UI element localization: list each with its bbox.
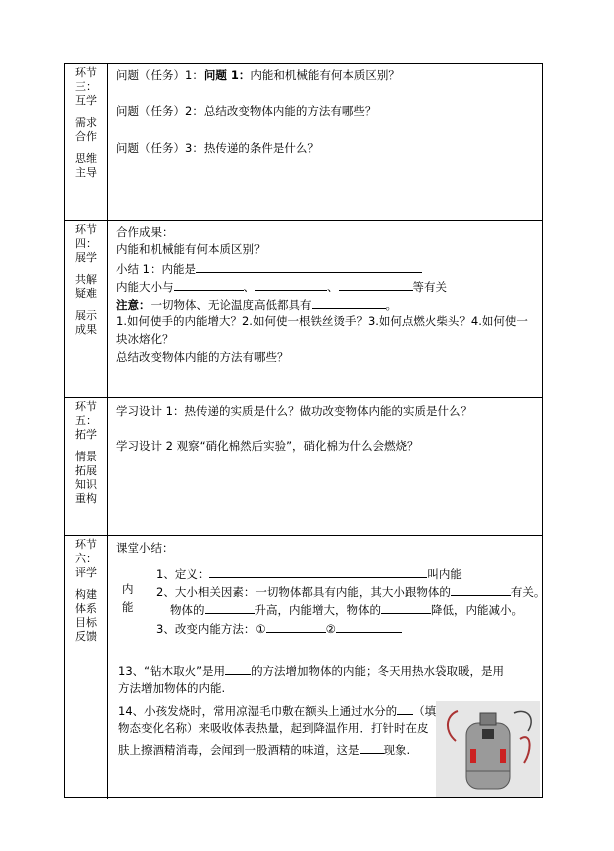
task-2: 问题（任务）2：总结改变物体内能的方法有哪些？ xyxy=(116,104,377,118)
blank[interactable] xyxy=(225,662,251,675)
label-line: 互学 xyxy=(75,94,97,107)
label-line: 环节 xyxy=(75,66,97,79)
blank[interactable] xyxy=(360,741,384,754)
knowledge-2b: 物体的 升高，内能增大，物体的 降低，内能减小。 xyxy=(170,603,523,617)
result-question-2: 1.如何使手的内能增大？2.如何使一根铁丝烫手？3.如何点燃火柴头？4.如何使一 xyxy=(116,314,528,328)
side-label: 内 xyxy=(122,582,134,596)
problem-14: 14、小孩发烧时，常用凉湿毛巾敷在额头上通过水分的 （填 xyxy=(118,704,437,718)
label-line: 情景 xyxy=(75,450,97,463)
section-row-3 xyxy=(65,64,542,220)
label-line: 思维 xyxy=(75,152,97,165)
label-line: 合作 xyxy=(75,130,97,143)
blank[interactable] xyxy=(255,278,327,291)
label-line: 重构 xyxy=(75,492,97,505)
task-3: 问题（任务）3：热传递的条件是什么？ xyxy=(116,141,319,155)
summary-1: 小结 1：内能是 xyxy=(116,260,422,277)
blank[interactable] xyxy=(266,620,326,633)
blank[interactable] xyxy=(196,260,422,273)
result-title: 合作成果： xyxy=(116,225,174,239)
label-line: 环节 xyxy=(75,223,97,236)
blank[interactable] xyxy=(381,601,431,614)
summary-2: 内能大小与 、 、 等有关 xyxy=(116,280,447,294)
label-line: 成果 xyxy=(75,323,97,336)
label-line: 五： xyxy=(75,414,97,427)
section-row-5 xyxy=(65,397,542,535)
blank[interactable] xyxy=(451,583,511,596)
label-line: 三： xyxy=(75,80,97,93)
label-line: 知识 xyxy=(75,478,97,491)
label-line: 目标 xyxy=(75,616,97,629)
result-question-1: 内能和机械能有何本质区别？ xyxy=(116,242,266,256)
section-label-4 xyxy=(65,221,108,397)
label-line: 展学 xyxy=(75,251,97,264)
label-line: 拓展 xyxy=(75,464,97,477)
label-line: 六： xyxy=(75,552,97,565)
label-line: 四： xyxy=(75,237,97,250)
blank[interactable] xyxy=(205,601,255,614)
result-question-3: 总结改变物体内能的方法有哪些？ xyxy=(116,350,289,364)
section-content-4 xyxy=(108,221,542,397)
problem-14-cont: 物态变化名称）来吸收体表热量，起到降温作用．打针时在皮 xyxy=(118,721,429,735)
section-content-5 xyxy=(108,398,542,535)
section-row-4 xyxy=(65,220,542,397)
label-line: 反馈 xyxy=(75,630,97,643)
problem-13-cont: 方法增加物体的内能. xyxy=(118,681,226,695)
hot-water-bag-icon xyxy=(436,701,540,797)
label-line: 疑难 xyxy=(75,287,97,300)
knowledge-1: 1、定义： 叫内能 xyxy=(156,567,462,581)
note-line: 注意：一切物体、无论温度高低都具有 。 xyxy=(116,298,397,312)
label-line: 拓学 xyxy=(75,428,97,441)
problem-13: 13、“钻木取火”是用 的方法增加物体的内能；冬天用热水袋取暖，是用 xyxy=(118,664,505,678)
result-question-2-cont: 块冰熔化？ xyxy=(116,332,174,346)
design-1: 学习设计 1：热传递的实质是什么？做功改变物体内能的实质是什么？ xyxy=(116,404,472,418)
side-label: 能 xyxy=(122,600,134,614)
section-row-6 xyxy=(65,535,546,799)
blank[interactable] xyxy=(397,702,413,715)
blank[interactable] xyxy=(312,296,386,309)
knowledge-3: 3、改变内能方法：① ② xyxy=(156,620,402,637)
section-label-3 xyxy=(65,64,108,220)
problem-14-end: 肤上擦酒精消毒，会闻到一股酒精的味道，这是 现象. xyxy=(118,743,411,757)
label-line: 展示 xyxy=(75,309,97,322)
label-line: 构建 xyxy=(75,588,97,601)
label-line: 共解 xyxy=(75,273,97,286)
design-2: 学习设计 2 观察“硝化棉然后实验”，硝化棉为什么会燃烧？ xyxy=(116,439,419,453)
label-line: 环节 xyxy=(75,400,97,413)
hot-water-bag-image xyxy=(436,701,540,797)
blank[interactable] xyxy=(209,565,427,578)
section-content-3 xyxy=(108,64,542,220)
label-line: 需求 xyxy=(75,116,97,129)
blank[interactable] xyxy=(174,278,244,291)
section-label-5 xyxy=(65,398,108,535)
label-line: 体系 xyxy=(75,602,97,615)
blank[interactable] xyxy=(339,278,413,291)
worksheet-table xyxy=(64,63,546,798)
knowledge-2: 2、大小相关因素：一切物体都具有内能，其大小跟物体的 有关。 xyxy=(156,585,546,599)
label-line: 环节 xyxy=(75,538,97,551)
label-line: 评学 xyxy=(75,566,97,579)
blank[interactable] xyxy=(336,620,402,633)
task-1: 问题（任务）1：问题 1：内能和机械能有何本质区别？ xyxy=(116,68,400,82)
section-label-6 xyxy=(65,536,108,799)
summary-title: 课堂小结： xyxy=(116,541,174,555)
section-content-6 xyxy=(108,536,546,799)
label-line: 主导 xyxy=(75,166,97,179)
